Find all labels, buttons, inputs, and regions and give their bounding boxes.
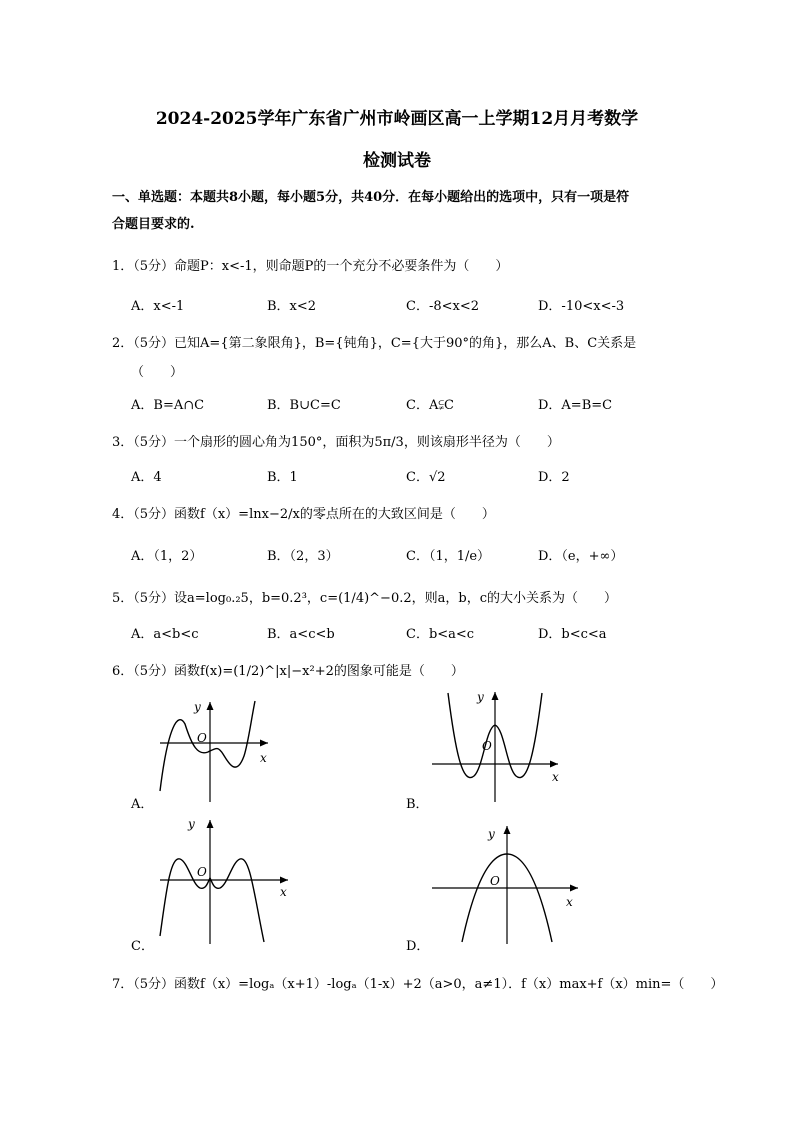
title-line-1: 2024-2025学年广东省广州市岭画区高一上学期12月月考数学 (155, 109, 639, 129)
graph-a-y-label: y (194, 700, 201, 714)
question-2-text-cont: （ ） (131, 365, 184, 380)
graph-b-y-arrow (492, 692, 499, 700)
question-1-option-c: C．-8<x<2 (406, 299, 479, 314)
graph-d-origin-label: O (490, 874, 500, 888)
question-4-option-b: B．（2，3） (267, 549, 339, 564)
graph-b-x-label: x (552, 770, 559, 784)
graph-d-x-label: x (566, 895, 573, 909)
question-3-option-a: A．4 (131, 470, 162, 485)
question-5-text: 5．（5分）设a=log₀.₂5，b=0.2³，c=(1/4)^−0.2，则a，b，c的大小关系为（ ） (112, 591, 617, 606)
question-6-option-d: D． (406, 939, 430, 954)
question-1-text: 1．（5分）命题P：x<-1，则命题P的一个充分不必要条件为（ ） (112, 259, 509, 274)
question-7-text: 7．（5分）函数f（x）=logₐ（x+1）-logₐ（1-x）+2（a>0，a≠1）．f（x）max+f（x）min=（ ） (112, 977, 724, 992)
graph-d-x-arrow (570, 885, 578, 892)
graph-c-curve (160, 859, 264, 942)
graph-a-y-arrow (207, 702, 214, 710)
graph-d-y-label: y (488, 827, 495, 841)
graph-c-x-arrow (280, 877, 288, 884)
section-heading-line-1: 一、单选题：本题共8小题，每小题5分，共40分．在每小题给出的选项中，只有一项是符 (112, 190, 630, 205)
graph-a-origin-label: O (197, 731, 207, 745)
question-5-option-b: B．a<c<b (267, 627, 335, 642)
question-4-option-a: A．（1，2） (131, 549, 203, 564)
title-line-2: 检测试卷 (363, 151, 431, 171)
section-heading-line-2: 合题目要求的. (112, 217, 195, 232)
graph-c-y-arrow (207, 820, 214, 828)
question-6-option-c: C． (131, 939, 154, 954)
graph-b-x-arrow (550, 761, 558, 768)
question-3-option-b: B．1 (267, 470, 298, 485)
question-4-text: 4．（5分）函数f（x）=lnx−2/x的零点所在的大致区间是（ ） (112, 507, 495, 522)
graph-a-x-arrow (260, 740, 268, 747)
question-6-text: 6．（5分）函数f(x)=(1/2)^|x|−x²+2的图象可能是（ ） (112, 664, 464, 679)
graph-c-x-label: x (280, 885, 287, 899)
graph-c-origin-label: O (197, 865, 207, 879)
question-2-option-c: C．A⫋C (406, 398, 455, 413)
question-1-option-b: B．x<2 (267, 299, 317, 314)
graph-b-y-label: y (477, 690, 484, 704)
question-5-option-d: D．b<c<a (538, 627, 607, 642)
question-3-option-d: D．2 (538, 470, 570, 485)
question-4-option-c: C．（1，1/e） (406, 549, 491, 564)
question-2-option-d: D．A=B=C (538, 398, 613, 413)
question-6-option-a: A． (131, 797, 154, 812)
question-5-option-a: A．a<b<c (131, 627, 199, 642)
question-2-text: 2．（5分）已知A={第二象限角}，B={钝角}，C={大于90°的角}，那么A、B、C关系是 (112, 336, 637, 351)
question-2-option-b: B．B∪C=C (267, 398, 341, 413)
question-1-option-a: A．x<-1 (131, 299, 185, 314)
graph-d-y-arrow (504, 826, 511, 834)
graph-b-origin-label: O (482, 739, 492, 753)
graph-b (430, 688, 560, 804)
question-4-option-d: D．（e，+∞） (538, 549, 624, 564)
question-2-option-a: A．B=A∩C (131, 398, 205, 413)
graph-c-y-label: y (188, 817, 195, 831)
question-1-option-d: D．-10<x<-3 (538, 299, 625, 314)
graph-a-x-label: x (260, 751, 267, 765)
graph-d (430, 822, 580, 946)
graph-a (148, 696, 274, 804)
graph-c (148, 814, 298, 946)
question-3-text: 3．（5分）一个扇形的圆心角为150°，面积为5π/3，则该扇形半径为（ ） (112, 435, 560, 450)
question-6-option-b: B． (406, 797, 429, 812)
question-3-option-c: C．√2 (406, 470, 446, 485)
graph-a-curve (160, 701, 255, 791)
question-5-option-c: C．b<a<c (406, 627, 475, 642)
